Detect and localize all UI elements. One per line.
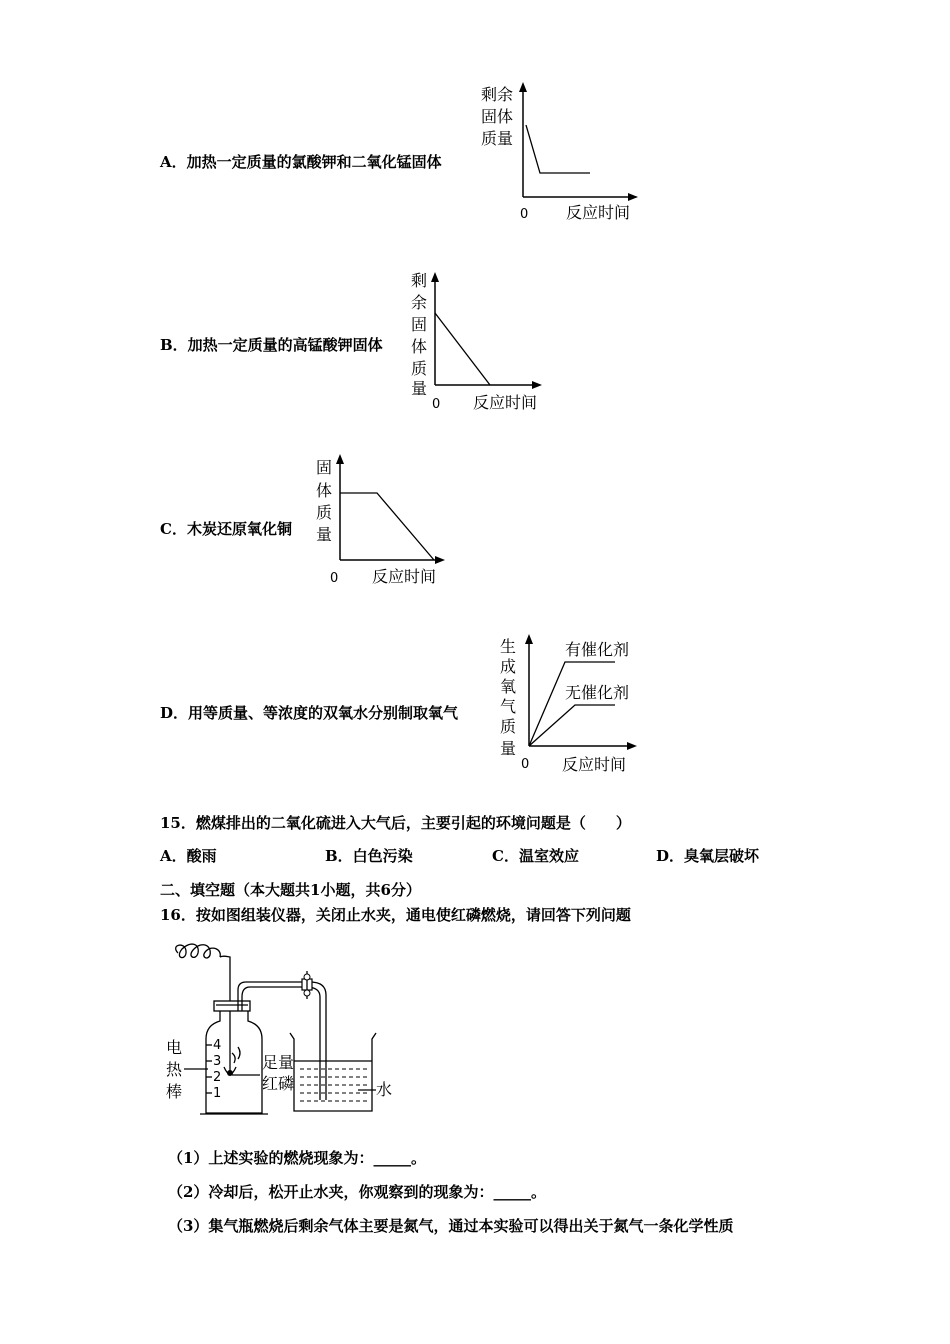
graph-c-xlabel: 反应时间	[372, 567, 437, 586]
rod-label-2: 热	[166, 1060, 183, 1079]
graph-a-ylabel-3: 质量	[481, 129, 514, 148]
q16-stem: 16．按如图组装仪器，关闭止水夹，通电使红磷燃烧，请回答下列问题	[160, 906, 631, 924]
graph-d-origin: 0	[521, 757, 530, 772]
graph-a-curve	[526, 125, 590, 173]
graph-b-xlabel: 反应时间	[473, 393, 538, 412]
graph-d-xlabel: 反应时间	[562, 755, 627, 774]
q15-option-b: B．白色污染	[325, 847, 413, 865]
graph-a-ylabel-2: 固体	[481, 107, 514, 126]
beaker	[290, 1033, 376, 1111]
graph-c-origin: 0	[330, 571, 339, 586]
graph-b	[405, 268, 555, 418]
clamp-icon	[302, 971, 312, 999]
graph-d-ylabel-3: 氧	[500, 677, 517, 696]
graph-c	[310, 448, 460, 596]
q16-part-1: （1）上述实验的燃烧现象为：_____。	[168, 1149, 426, 1167]
option-a-text: A．加热一定质量的氯酸钾和二氧化锰固体	[160, 153, 442, 171]
graph-c-ylabel-3: 质	[316, 503, 333, 522]
phos-label-1: 足量	[262, 1053, 295, 1072]
graph-c-ylabel-4: 量	[316, 525, 333, 544]
q16-part-2: （2）冷却后，松开止水夹，你观察到的现象为：_____。	[168, 1183, 546, 1201]
graph-b-ylabel-3: 固	[411, 315, 428, 334]
option-c-text: C．木炭还原氧化铜	[160, 520, 292, 538]
graph-d-ylabel-6: 量	[500, 739, 517, 758]
section-heading: 二、填空题（本大题共1小题，共6分）	[160, 881, 421, 899]
mark-1: 1	[213, 1086, 222, 1101]
wire-coil	[176, 944, 221, 958]
q15-stem: 15．燃煤排出的二氧化硫进入大气后，主要引起的环境问题是（ ）	[160, 814, 631, 832]
graph-d-ylabel-1: 生	[500, 637, 517, 656]
graph-c-ylabel-2: 体	[316, 481, 333, 500]
q15-option-a: A．酸雨	[160, 847, 217, 865]
graph-b-ylabel-5: 质	[411, 359, 428, 378]
q16-part-3: （3）集气瓶燃烧后剩余气体主要是氮气，通过本实验可以得出关于氮气一条化学性质	[168, 1217, 734, 1235]
graph-d-curve-catalyst	[529, 662, 615, 746]
rod-label-3: 棒	[166, 1082, 183, 1101]
mark-4: 4	[213, 1038, 222, 1053]
graph-d-curve-nocatalyst	[529, 705, 615, 746]
graph-c-curve	[340, 493, 434, 560]
graph-a-ylabel-1: 剩余	[481, 85, 514, 104]
graph-b-ylabel-6: 量	[411, 379, 428, 398]
graph-d-label-catalyst: 有催化剂	[565, 640, 630, 659]
rod-label-1: 电	[166, 1038, 183, 1057]
graph-d-ylabel-4: 气	[500, 697, 517, 716]
mark-2: 2	[213, 1070, 222, 1085]
water-label: 水	[376, 1080, 393, 1099]
graph-b-ylabel-2: 余	[411, 293, 428, 312]
graph-c-ylabel-1: 固	[316, 458, 333, 477]
q15-option-d: D．臭氧层破坏	[656, 847, 760, 865]
graph-a-xlabel: 反应时间	[566, 203, 631, 222]
graph-d	[497, 630, 657, 780]
phos-label-2: 红磷	[262, 1074, 295, 1093]
graph-b-curve	[435, 313, 490, 385]
graph-b-origin: 0	[432, 397, 441, 412]
apparatus-diagram	[160, 935, 400, 1120]
option-d-text: D．用等质量、等浓度的双氧水分别制取氧气	[160, 704, 459, 722]
graph-d-label-nocatalyst: 无催化剂	[565, 683, 630, 702]
graph-b-ylabel-4: 体	[411, 337, 428, 356]
graph-d-ylabel-5: 质	[500, 717, 517, 736]
q15-option-c: C．温室效应	[492, 847, 579, 865]
mark-3: 3	[213, 1054, 222, 1069]
stopper	[214, 1001, 250, 1011]
graph-a-origin: 0	[520, 207, 529, 222]
graph-a	[470, 80, 650, 230]
graph-b-ylabel-1: 剩	[411, 271, 428, 290]
water	[300, 1069, 368, 1101]
graph-d-ylabel-2: 成	[500, 657, 517, 676]
option-b-text: B．加热一定质量的高锰酸钾固体	[160, 336, 383, 354]
